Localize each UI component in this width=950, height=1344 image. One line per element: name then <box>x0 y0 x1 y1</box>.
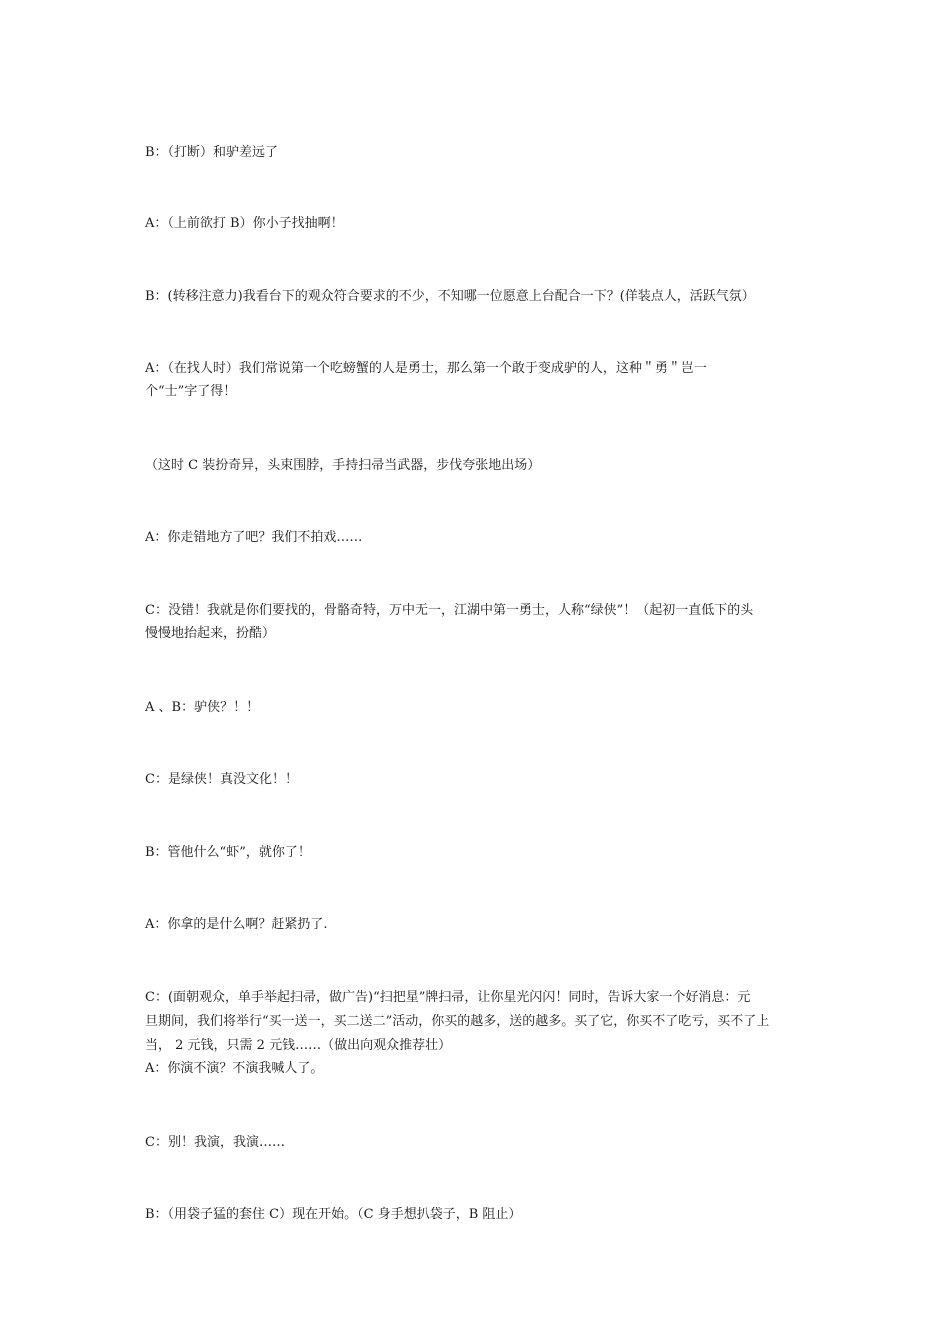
dialogue-line-c-ad: C：(面朝观众，单手举起扫帚，做广告)“扫把星”牌扫帚，让你星光闪闪！同时，告诉大家一个好消息：元 <box>145 990 751 1005</box>
dialogue-line-a-perform: A：你演不演？不演我喊人了。 <box>145 1061 324 1076</box>
dialogue-line-b-audience: B：(转移注意力)我看台下的观众符合要求的不少，不知哪一位愿意上台配合一下？(佯装点人，活跃气氛） <box>145 289 755 304</box>
stage-direction-c-enters: （这时 C 装扮奇异，头束围脖，手持扫帚当武器，步伐夸张地出场） <box>145 458 541 473</box>
dialogue-line-a-hit: A：（上前欲打 B）你小子找抽啊！ <box>145 216 344 231</box>
dialogue-line-b-interrupt: B：（打断）和驴差远了 <box>145 145 279 160</box>
dialogue-line-c-ad-cont-2: 当， 2 元钱，只需 2 元钱……（做出向观众推荐壮） <box>145 1038 452 1053</box>
dialogue-line-b-shrimp: B：管他什么“虾”，就你了！ <box>145 845 311 860</box>
dialogue-line-c-green: C：是绿侠！真没文化！！ <box>145 772 298 787</box>
dialogue-line-c-hero-cont: 慢慢地抬起来，扮酷） <box>145 626 276 641</box>
dialogue-line-c-hero: C：没错！我就是你们要找的，骨骼奇特，万中无一，江湖中第一勇士，人称“绿侠”！（起初一直低下的头 <box>145 603 754 618</box>
dialogue-line-ab-donkey: A 、B：驴侠？！！ <box>145 700 260 715</box>
dialogue-line-a-searching-cont: 个“士”字了得！ <box>145 384 237 399</box>
dialogue-line-a-wrong-place: A：你走错地方了吧？我们不拍戏…… <box>145 530 363 545</box>
dialogue-line-c-will-perform: C：别！我演，我演…… <box>145 1135 285 1150</box>
dialogue-line-b-bag: B：（用袋子猛的套住 C）现在开始。（C 身手想扒袋子，B 阻止） <box>145 1207 522 1222</box>
dialogue-line-c-ad-cont-1: 旦期间，我们将举行“买一送一，买二送二”活动，你买的越多，送的越多。买了它，你买不了吃亏，买不了上 <box>145 1014 770 1029</box>
dialogue-line-a-throw: A：你拿的是什么啊？赶紧扔了. <box>145 917 328 932</box>
dialogue-line-a-searching: A：（在找人时）我们常说第一个吃螃蟹的人是勇士，那么第一个敢于变成驴的人，这种＂勇＂岂一 <box>145 361 707 376</box>
